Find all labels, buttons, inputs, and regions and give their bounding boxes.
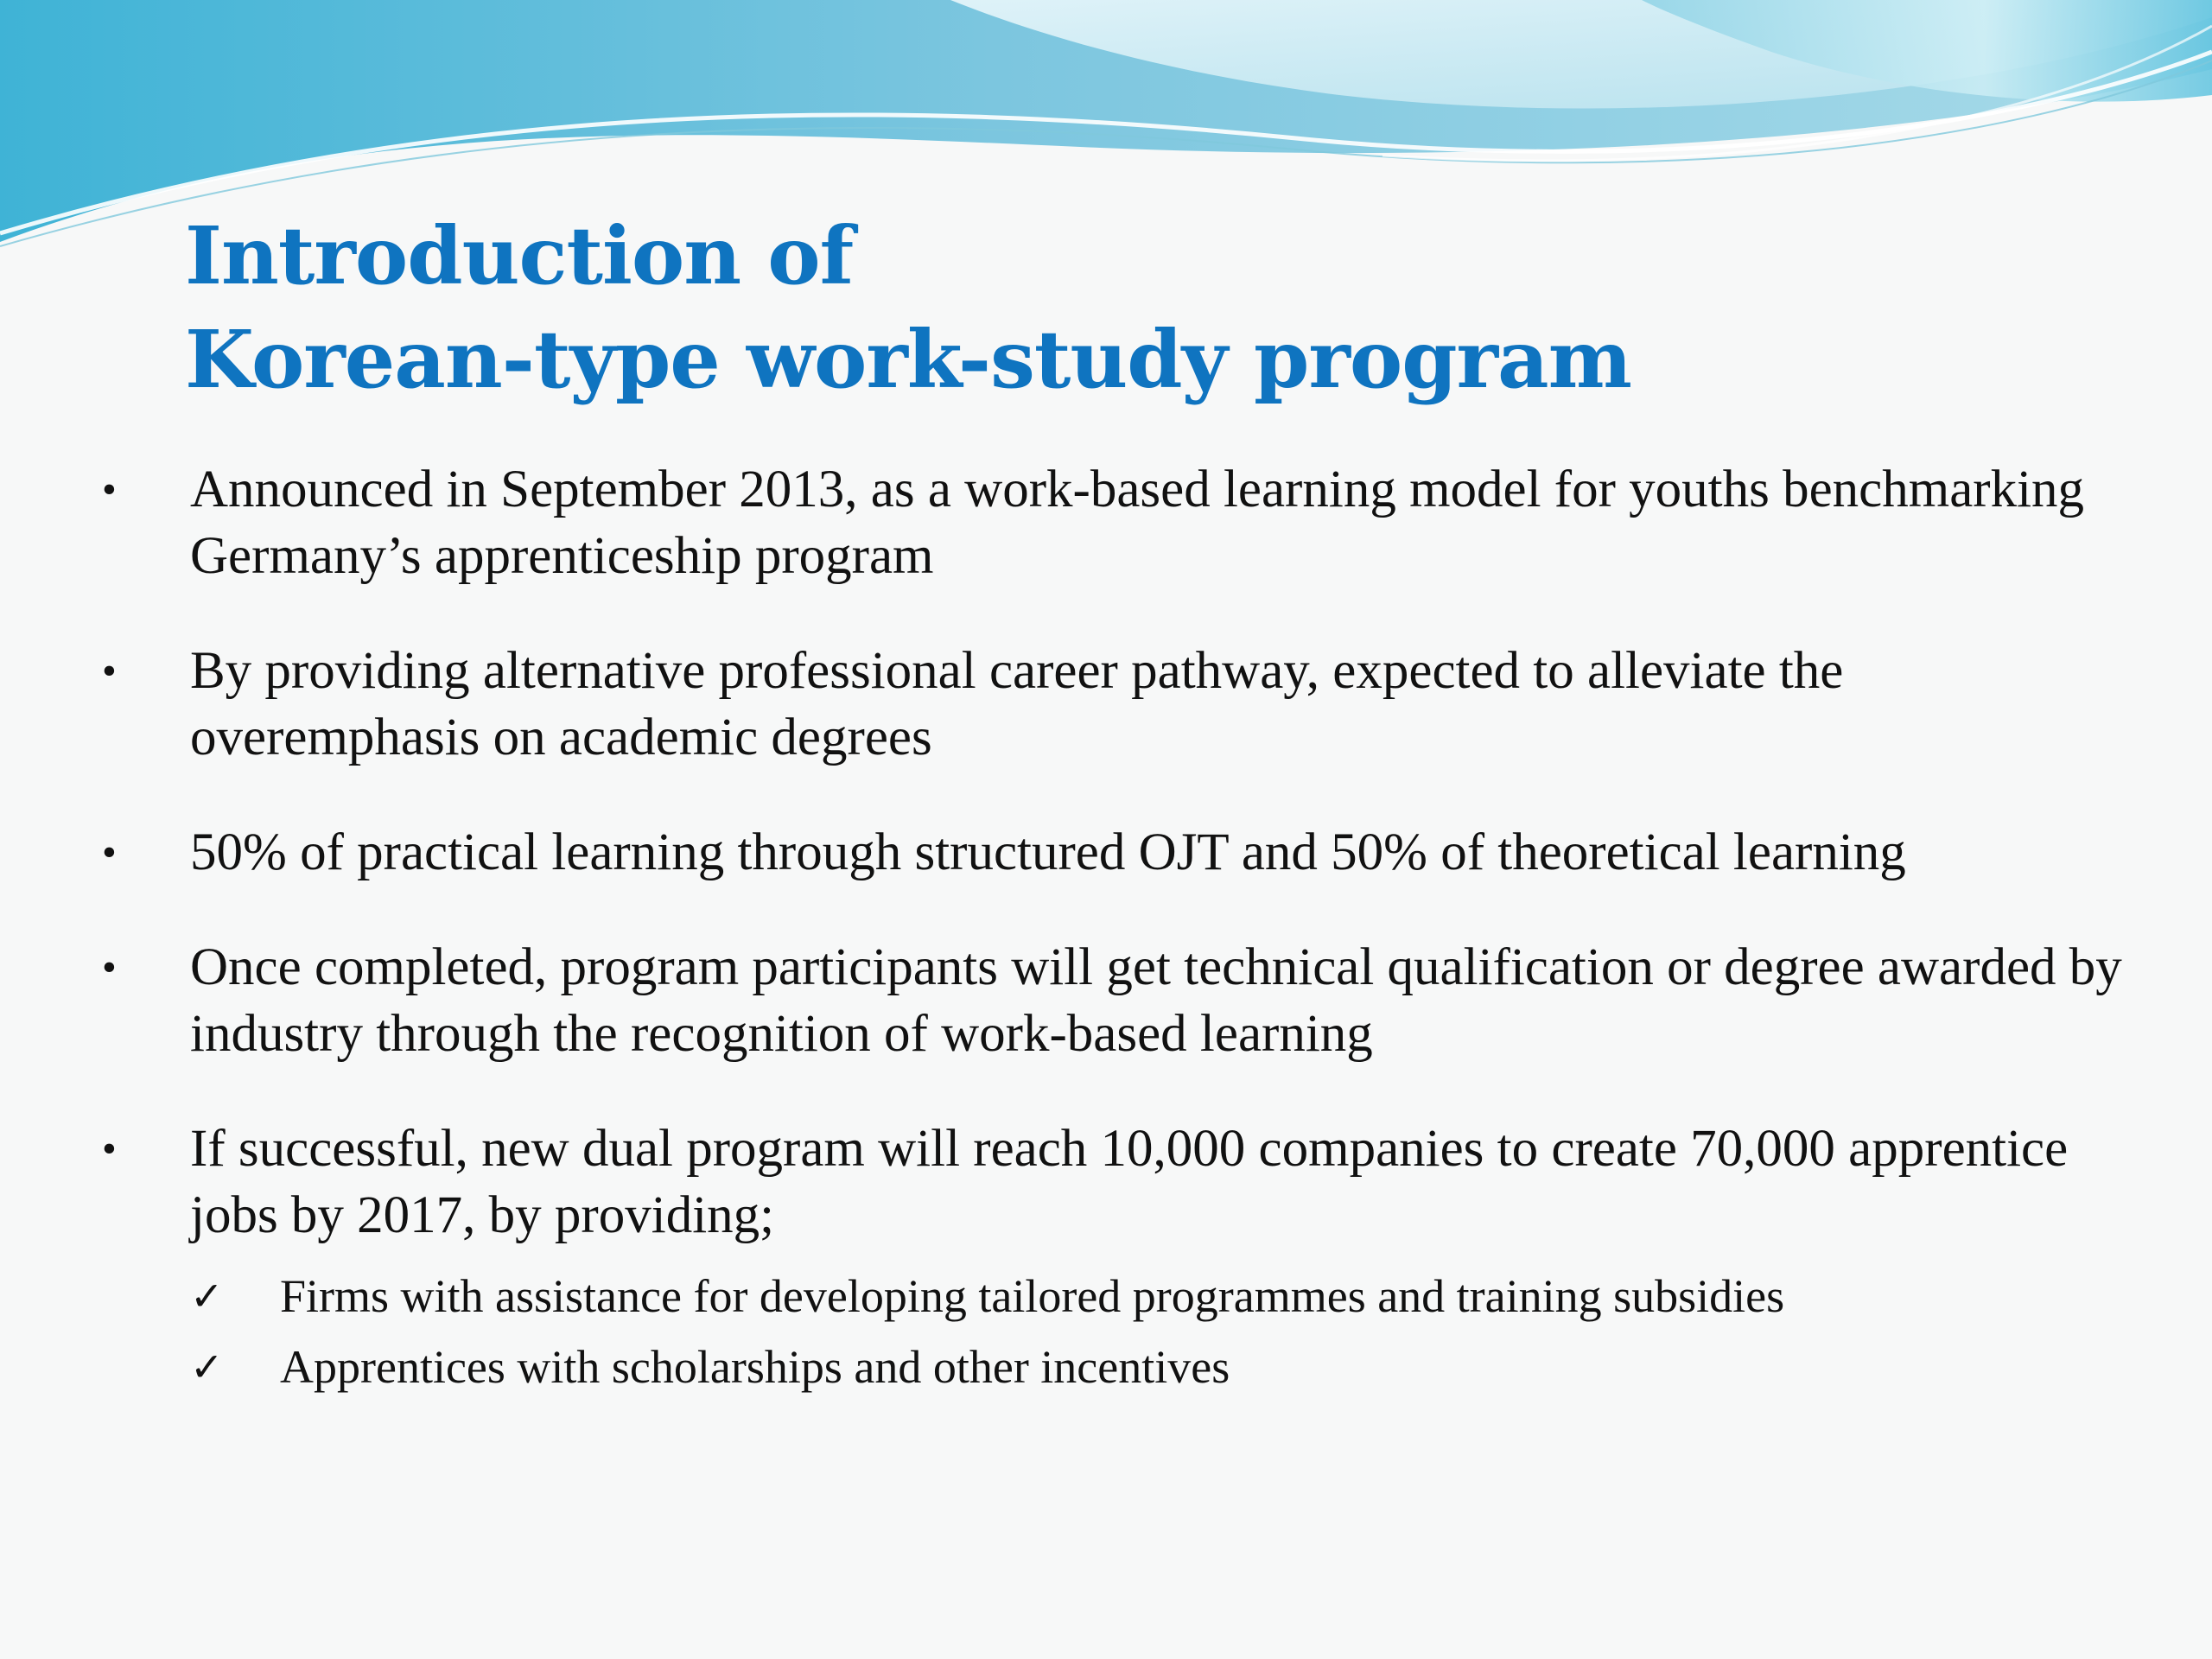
bullet-text: By providing alternative professional career pathway, expected to alleviate the overemphasis on academic degrees bbox=[190, 642, 1844, 766]
bullet-text: Announced in September 2013, as a work-based learning model for youths benchmarking Germany’s apprenticeship program bbox=[190, 461, 2085, 585]
sub-item bbox=[190, 1332, 2134, 1402]
bullet-icon: • bbox=[102, 648, 117, 694]
bullet-icon: • bbox=[102, 467, 117, 512]
bullet-item bbox=[95, 1116, 2134, 1402]
bullet-item bbox=[95, 819, 2134, 886]
checkmark-icon: ✓ bbox=[190, 1273, 224, 1319]
checkmark-icon: ✓ bbox=[190, 1344, 224, 1390]
slide-title bbox=[185, 204, 1631, 411]
bullet-item bbox=[95, 456, 2134, 589]
bullet-text: If successful, new dual program will reach 10,000 companies to create 70,000 apprentice jobs by 2017, by providing; bbox=[190, 1120, 2069, 1244]
bullet-icon: • bbox=[102, 830, 117, 875]
sub-list bbox=[190, 1261, 2134, 1402]
title-line-1: Introduction of bbox=[185, 209, 854, 302]
title-line-2: Korean-type work-study program bbox=[185, 313, 1631, 406]
bullet-list bbox=[95, 456, 2134, 1451]
sub-item-text: Firms with assistance for developing tailored programmes and training subsidies bbox=[280, 1270, 1785, 1322]
bullet-item bbox=[95, 934, 2134, 1067]
bullet-text: Once completed, program participants will get technical qualification or degree awarded by industry through the recognition of work-based learning bbox=[190, 938, 2122, 1063]
bullet-icon: • bbox=[102, 944, 117, 990]
bullet-text: 50% of practical learning through structured OJT and 50% of theoretical learning bbox=[190, 823, 1906, 881]
sub-item-text: Apprentices with scholarships and other incentives bbox=[280, 1341, 1230, 1393]
sub-item bbox=[190, 1261, 2134, 1332]
bullet-icon: • bbox=[102, 1126, 117, 1172]
bullet-item bbox=[95, 638, 2134, 771]
